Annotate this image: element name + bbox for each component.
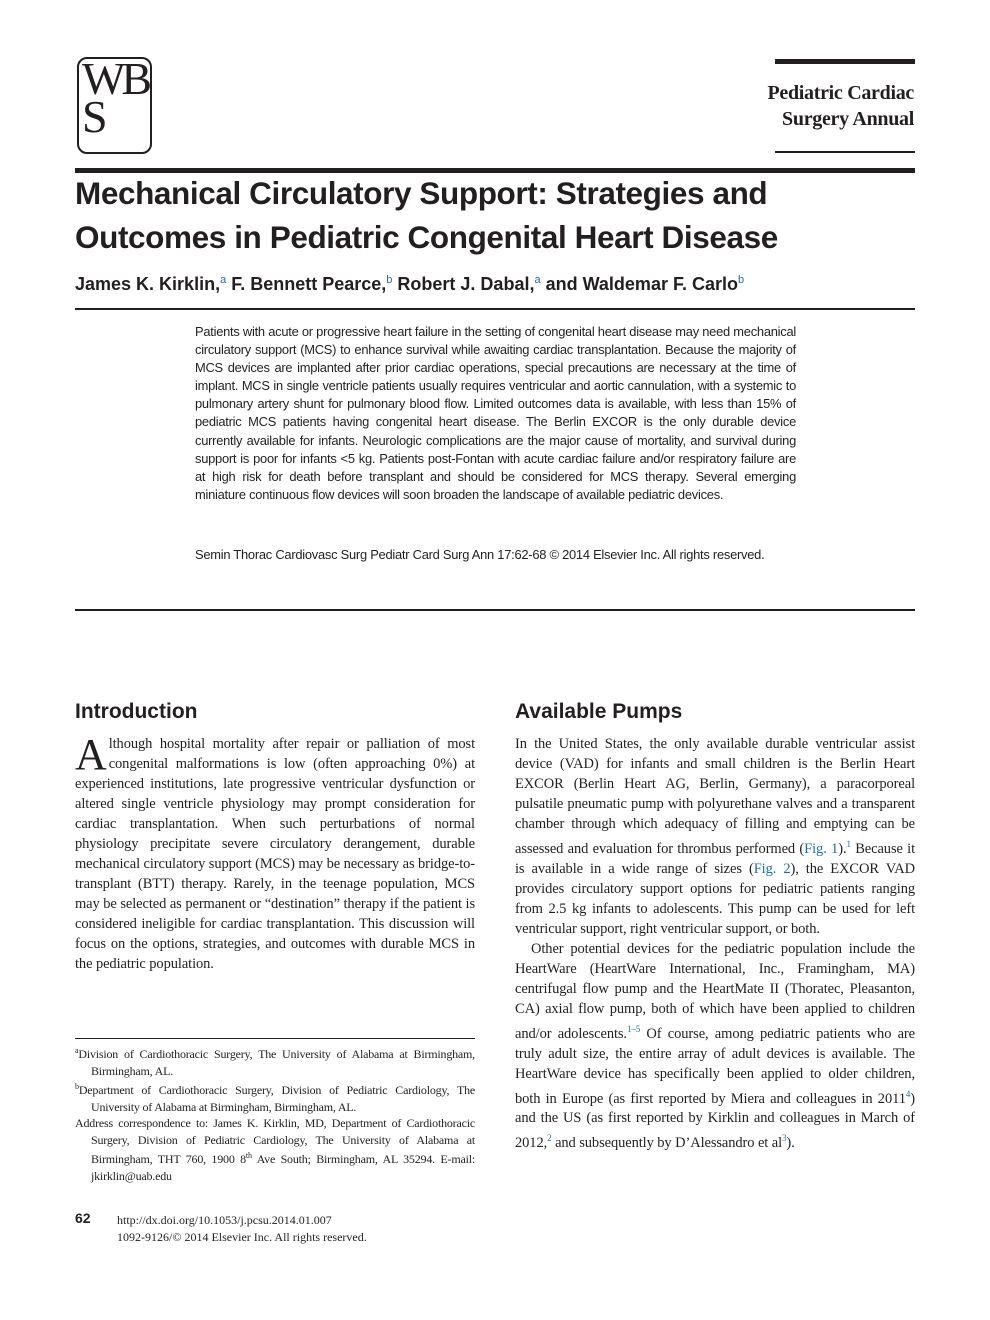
pumps-paragraph-2 <box>515 939 915 1153</box>
journal-name-line2: Surgery Annual <box>782 108 914 130</box>
footnote-affiliation-b <box>75 1079 475 1115</box>
footnote-ordinal: th <box>245 1151 252 1160</box>
text-run: ), the EXCOR VAD provides circulatory support options for pediatric patients ranging from 2.5 kg infants to adolescents. This pump can be used for left ventricular support, right ventricular support, or both. <box>515 860 915 937</box>
footnote-marker: a <box>75 1046 79 1055</box>
abstract-rule-top <box>75 308 915 310</box>
footnote-text: Department of Cardiothoracic Surgery, Division of Pediatric Cardiology, The University of Alabama at Birmingham, Birmingham, AL. <box>78 1083 475 1114</box>
article-title <box>75 171 915 259</box>
figure-link[interactable]: Fig. 2 <box>753 860 791 877</box>
journal-rule-bottom <box>775 151 915 153</box>
figure-link[interactable]: Fig. 1 <box>804 840 839 857</box>
journal-rule-top <box>775 59 915 64</box>
reference-link[interactable]: 4 <box>905 1088 911 1099</box>
text-run: In the United States, the only available durable ventricular assist device (VAD) for infants and small children is the Berlin Heart EXCOR (Berlin Heart AG, Berlin, Germany), a paracorporeal pulsatile pneumatic pump with polyurethane valves and a transparent chamber through which adequacy of filling and emptying can be assessed and evaluation for thrombus performed ( <box>515 736 915 857</box>
logo-letters-line2: S <box>82 91 104 142</box>
page-number: 62 <box>75 1210 91 1226</box>
available-pumps-heading: Available Pumps <box>515 700 683 723</box>
author-name: F. Bennett Pearce, <box>231 274 387 294</box>
reference-link[interactable]: 2 <box>547 1133 552 1144</box>
doi-link[interactable]: http://dx.doi.org/10.1053/j.pcsu.2014.01.007 <box>117 1213 332 1227</box>
text-run: ). <box>786 1135 795 1152</box>
author-affiliation[interactable]: a <box>534 274 541 286</box>
footnote-rule <box>75 1038 475 1039</box>
footnote-correspondence <box>75 1115 475 1184</box>
reference-link[interactable]: 1–5 <box>626 1023 641 1034</box>
pumps-paragraph-1 <box>515 734 915 939</box>
text-run: Other potential devices for the pediatric population include the HeartWare (HeartWare International, Inc., Framingham, MA) centrifugal flow pump and the HeartMate II (Thoratec, Pleasanton, CA) axial flow pump, both of which have been applied to children and/or adolescents. <box>515 940 915 1042</box>
journal-name-line1: Pediatric Cardiac <box>767 82 914 104</box>
reference-link[interactable]: 3 <box>782 1133 787 1144</box>
text-run: and subsequently by D’Alessandro et al <box>551 1135 783 1152</box>
footnote-text: Address correspondence to: James K. Kirklin, MD, Department of Cardiothoracic Surgery, Division of Pediatric Cardiology, The University of Alabama at Birmingham, THT 760, 1900 8 <box>75 1116 475 1166</box>
author-name: Robert J. Dabal, <box>397 274 535 294</box>
author-list <box>75 265 915 299</box>
text-run: ). <box>838 840 847 857</box>
text-run: Of course, among pediatric patients who are truly adult size, the entire array of adult devices is available. The HeartWare device has specifically been applied to older children, both in Europe (as first reported by Miera and colleagues in 2011 <box>515 1025 916 1107</box>
footnote-text: Ave South; Birmingham, AL 35294. E-mail: jkirklin@uab.edu <box>91 1152 476 1183</box>
footnote-affiliation-a <box>75 1043 475 1079</box>
copyright-line: 1092-9126/© 2014 Elsevier Inc. All rights reserved. <box>117 1230 367 1244</box>
logo-letters-line1: WB <box>82 53 149 104</box>
footnotes <box>75 1043 475 1184</box>
citation-line: Semin Thorac Cardiovasc Surg Pediatr Card Surg Ann 17:62-68 © 2014 Elsevier Inc. All rights reserved. <box>195 547 765 562</box>
author-affiliation[interactable]: b <box>737 274 745 286</box>
available-pumps-body <box>515 734 915 1153</box>
page-footer <box>117 1212 367 1246</box>
journal-name <box>762 80 914 132</box>
introduction-heading: Introduction <box>75 700 198 723</box>
text-run: Because it is available in a wide range of sizes ( <box>515 840 916 877</box>
text-run: ) and the US (as first reported by Kirklin and colleagues in March of 2012, <box>515 1090 915 1152</box>
author-name: James K. Kirklin, <box>75 274 221 294</box>
author-name: and Waldemar F. Carlo <box>545 274 738 294</box>
introduction-body <box>75 730 475 974</box>
footnote-text: Division of Cardiothoracic Surgery, The University of Alabama at Birmingham, Birmingham, AL. <box>78 1047 475 1078</box>
abstract-text: Patients with acute or progressive heart failure in the setting of congenital heart disease may need mechanical circulatory support (MCS) to enhance survival while awaiting cardiac transplantation. Because the majority of MCS devices are implanted after prior cardiac operations, special precautions are necessary at the time of implant. MCS in single ventricle patients usually requires ventricular and aortic cannulation, with a systemic to pulmonary artery shunt for pulmonary blood flow. Limited outcomes data is available, with less than 15% of pediatric MCS patients having congenital heart disease. The Berlin EXCOR is the only durable device currently available for infants. Neurologic complications are the major cause of mortality, and survival during support is poor for infants <5 kg. Patients post-Fontan with acute cardiac failure and/or respiratory failure are at high risk for death before transplant and should be considered for MCS therapy. Several emerging miniature continuous flow devices will soon broaden the landscape of available pediatric devices. <box>195 324 796 502</box>
article-title-line1: Mechanical Circulatory Support: Strategies and <box>75 175 768 211</box>
introduction-paragraph: lthough hospital mortality after repair or palliation of most congenital malformations is low (often approaching 0%) at experienced institutions, late progressive ventricular dysfunction or altered single ventricle physiology may prompt consideration for cardiac transplantation. When such perturbations of normal physiology precipitate severe circulatory derangement, durable mechanical circulatory support (MCS) may be necessary as bridge-to-transplant (BTT) therapy. Rarely, in the teenage population, MCS may be selected as permanent or “destination” therapy if the patient is considered ineligible for cardiac transplantation. This discussion will focus on the options, strategies, and outcomes with durable MCS in the pediatric population. <box>75 736 475 972</box>
footnote-marker: b <box>75 1082 79 1091</box>
publisher-logo-letters <box>82 53 150 142</box>
drop-cap: A <box>75 730 107 779</box>
article-title-line2: Outcomes in Pediatric Congenital Heart Disease <box>75 219 778 255</box>
reference-link[interactable]: 1 <box>846 839 851 849</box>
author-affiliation[interactable]: a <box>220 274 227 286</box>
author-affiliation[interactable]: b <box>386 274 393 286</box>
abstract-rule-bottom <box>75 609 915 611</box>
